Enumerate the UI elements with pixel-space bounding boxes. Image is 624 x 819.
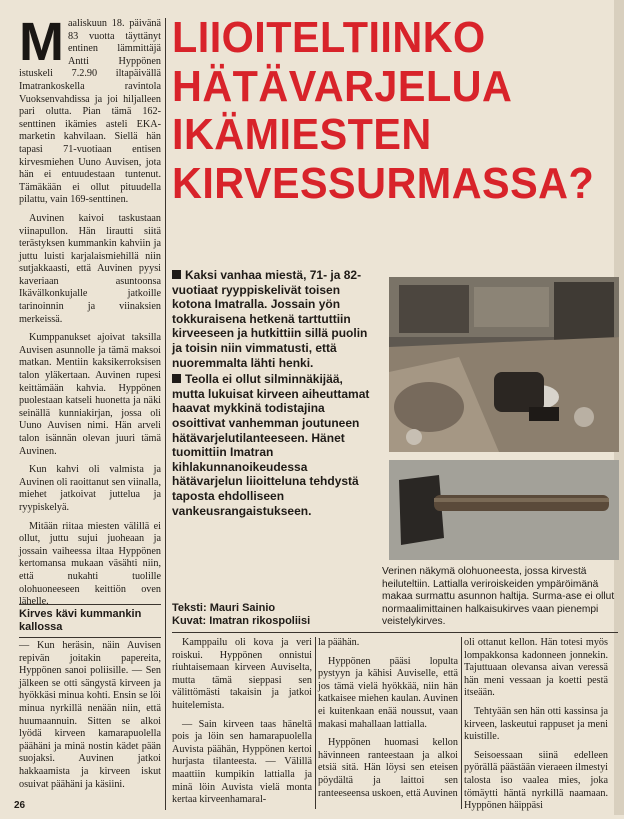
paragraph: Kun kahvi oli valmista ja Auvinen oli raoittanut sen viinalla, miehet jatkoivat juttelua ja ryypiskelyä. bbox=[19, 464, 161, 513]
paragraph: Kamppailu oli kova ja veri roiskui. Hyppönen onnistui riuhtaisemaan kirveen Auviselta, mutta tämä sieppasi sen välittömästi takaisin ja jatkoi huitelemista. bbox=[172, 637, 312, 711]
headline bbox=[172, 13, 595, 208]
article-column-4 bbox=[464, 637, 608, 819]
drop-cap: M bbox=[19, 12, 64, 72]
article-column-1 bbox=[19, 12, 161, 615]
article-column-2 bbox=[172, 637, 312, 813]
paragraph: Auvinen kaivoi taskustaan viinapullon. Hän lirautti siitä terästyksen kummankin kahviin ja juttu luisti karjalaismiehillä niin sutjakkaasti, että Auvinen pyysi kaveriaan asuntoonsa Ikävälkonkujalle jatkoille tarinoinnin ja viinaksien merkeissä. bbox=[19, 212, 161, 325]
lead-paragraph: Teolla ei ollut silminnäkijää, mutta lukuisat kirveen aiheuttamat haavat mykkinä todistajina osoittivat vanhemman joutuneen hätävarjelutilanteeseen. Hänet tuomittiin Imatran kihlakunnanoikeudessa hätävarjelun liioitteluna tehdystä taposta ehdolliseen vankeusrangaistukseen. bbox=[172, 372, 370, 518]
column-divider bbox=[461, 637, 462, 809]
paragraph: la päähän. bbox=[318, 637, 360, 648]
paragraph: — Kun heräsin, näin Auvisen repivän joitakin papereita, Hyppönen sanoi poliisille. — Sen jälkeen se otti sängystä kirveen ja hyökkäsi minua kohti. Ensin se löi minua nyrkillä nenään niin, että huumaannuin. Sitten se alkoi lyödä kirveen kamarapuolella päähäni ja minä nostin kädet pään suojaksi. Auvinen jatkoi hakkaamista ja kirveen iskut osuivat päähäni ja käsiini. bbox=[19, 640, 161, 790]
opening-paragraph: Maaliskuun 18. päivänä 83 vuotta täyttänyt entinen lämmittäjä Antti Hyppönen istuskeli 7.2.90 iltapäivällä Imatrankoskella ravintola Vuoksenvahdissa ja joi hiljalleen pari olutta. Pian tämä 162-senttinen ikämies asteli EKA-marketin kahvilaan. Siellä hän tapasi 71-vuotiaan entisen kirvesmiehen Uuno Auvisen, jota hän ei entuudestaan tuntenut. Tämäkään ei ollut pituudella pilattu, vain 169-senttinen. bbox=[19, 12, 161, 206]
paragraph: Mitään riitaa miesten välillä ei ollut, juttu sujui juoheaan ja jossain vaiheessa iltaa Hyppönen kertomansa mukaan väsähti niin, että nukahti tuolille olohuoneeseen keittiön oven lähelle. bbox=[19, 520, 161, 608]
axe-photo bbox=[389, 460, 619, 560]
paragraph: Seisoessaan siinä edelleen pyörällä päästään vieraeen ilmestyi talosta iso vaalea mies, joka tömäytti häntä nyrkillä naamaan. Hyppönen häippäsi bbox=[464, 749, 608, 812]
photo-caption: Verinen näkymä olohuoneesta, jossa kirvestä heiluteltiin. Lattialla veriroiskeiden ympäröimänä makaa surmattu asunnon haltija. Surma-ase ei ollut normaalimittainen halkaisukirves vaan pienempi veistelykirves. bbox=[382, 566, 615, 628]
paragraph: Hyppönen huomasi kellon hävinneen ranteestaan ja alkoi etsiä sitä. Hän löysi sen eteisen pöydältä ja laittoi sen ranteeseensa uskoen, että Auvinen bbox=[318, 737, 458, 799]
article-column-3 bbox=[318, 637, 458, 806]
photo-credit: Kuvat: Imatran rikospoliisi bbox=[172, 615, 311, 627]
headline-line: LIIOITELTIINKO bbox=[172, 13, 486, 62]
headline-line: HÄTÄVARJELUA bbox=[172, 61, 513, 111]
crime-scene-photo bbox=[389, 277, 619, 452]
paragraph: oli ottanut kellon. Hän totesi myös lompakkonsa kadonneen jonnekin. Tajuttuaan olevansa aivan veressä hän meni vessaan ja koetti pestä itseään. bbox=[464, 637, 608, 699]
bullet-square-icon bbox=[172, 270, 181, 279]
headline-line: KIRVESSURMASSA? bbox=[172, 158, 595, 208]
lead-paragraph: Kaksi vanhaa miestä, 71- ja 82-vuotiaat ryyppiskelivät toisen kotona Imatralla. Jossain yön tokkuraisena hetkenä tarttuttiin kirveeseen ja hutkittiin sillä puolin ja toisin niin vimmatusti, että nuoremmalta lähti henki. bbox=[172, 268, 368, 370]
lead-text bbox=[172, 268, 378, 520]
text-credit: Teksti: Mauri Sainio bbox=[172, 602, 276, 614]
bullet-square-icon bbox=[172, 374, 181, 383]
page-number: 26 bbox=[14, 800, 26, 811]
article-column-1-bottom bbox=[19, 640, 161, 797]
column-divider bbox=[165, 18, 166, 810]
section-divider bbox=[172, 632, 618, 633]
headline-line: IKÄMIESTEN bbox=[172, 110, 432, 159]
credits bbox=[172, 602, 378, 628]
subheading: Kirves kävi kummankin kallossa bbox=[19, 604, 161, 638]
column-divider bbox=[315, 637, 316, 809]
paragraph: Tehtyään sen hän otti kassinsa ja kirveen, laskeutui rappuset ja meni kuistille. bbox=[464, 705, 608, 743]
paragraph: — Sain kirveen taas häneltä pois ja löin sen hamarapuolella Auvista päähän, Hyppönen kertoi hurjasta tilanteesta. — Välillä maattiin kumpikin lattialla ja minä löin Auvista vielä monta kertaa kirveenhamaral- bbox=[172, 718, 312, 806]
paragraph: Kumppanukset ajoivat taksilla Auvisen asunnolle ja tämä maksoi matkan. Mentiin kaksikerroksisen talon yläkertaan. Auvinen rupesi keittämään kahvia. Hyppönen puolestaan katseli huonetta ja näki seinällä kunniakirjan, jossa oli Uuno Auvisen nimi. Hän arveli talon isännän olevan juuri tämä Auvinen. bbox=[19, 332, 161, 457]
paragraph: Hyppönen pääsi lopulta pystyyn ja kähisi Auviselle, että jos tämä vielä hyökkää, niin hän katkaisee miehen kaulan. Auvinen ei kuitenkaan enää noussut, vaan makasi mahallaan lattialla. bbox=[318, 655, 458, 730]
